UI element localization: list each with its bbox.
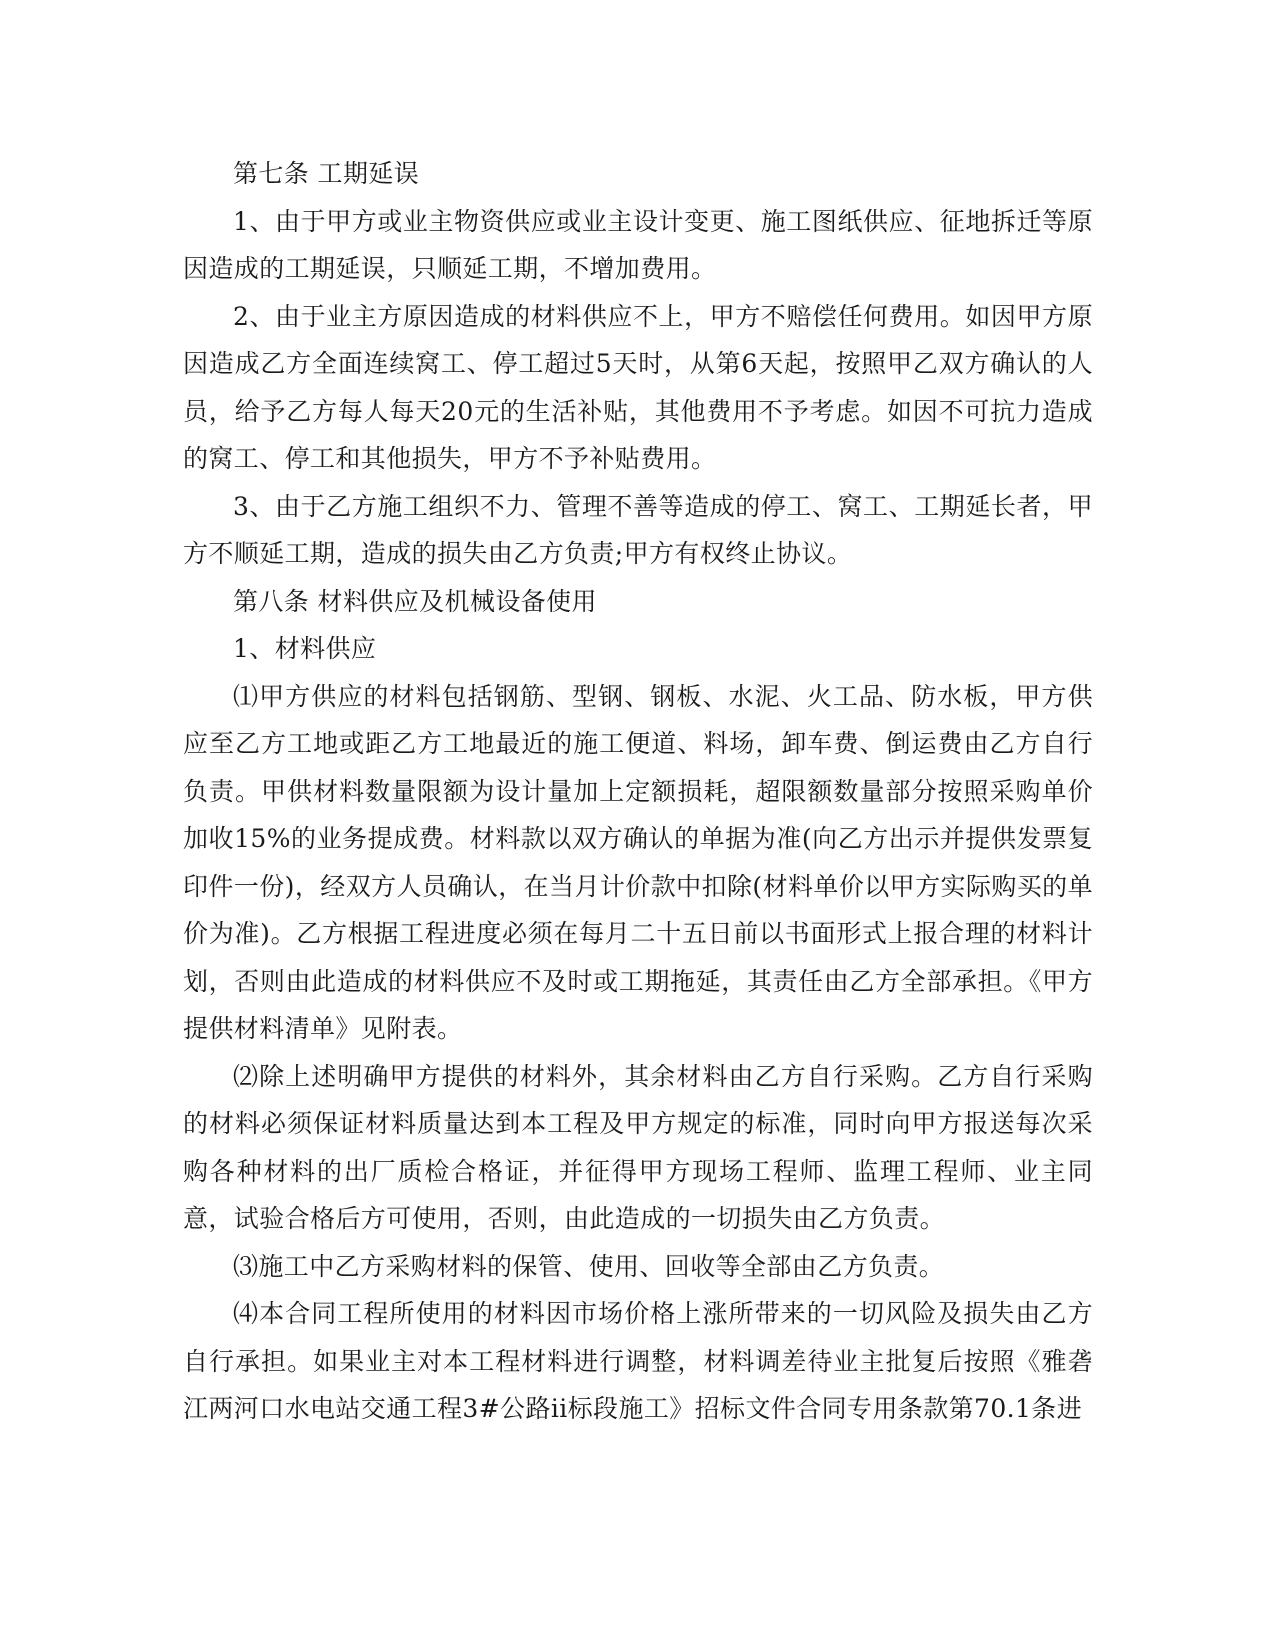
article-8-item-3: ⑶施工中乙方采购材料的保管、使用、回收等全部由乙方负责。 bbox=[233, 1251, 945, 1281]
article-8-item-1: ⑴甲方供应的材料包括钢筋、型钢、钢板、水泥、火工品、防水板，甲方供应至乙方工地或距乙方工地最近的施工便道、料场，卸车费、倒运费由乙方自行负责。甲供材料数量限额为设计量加上定额损耗，超限额数量部分按照采购单价加收15%的业务提成费。材料款以双方确认的单据为准(向乙方出示并提供发票复印件一份)，经双方人员确认，在当月计价款中扣除(材料单价以甲方实际购买的单价为准)。乙方根据工程进度必须在每月二十五日前以书面形式上报合理的材料计划，否则由此造成的材料供应不及时或工期拖延，其责任由乙方全部承担。《甲方提供材料清单》见附表。 bbox=[183, 681, 1093, 1043]
article-8-item-2: ⑵除上述明确甲方提供的材料外，其余材料由乙方自行采购。乙方自行采购的材料必须保证材料质量达到本工程及甲方规定的标准，同时向甲方报送每次采购各种材料的出厂质检合格证，并征得甲方现场工程师、监理工程师、业主同意，试验合格后方可使用，否则，由此造成的一切损失由乙方负责。 bbox=[183, 1061, 1093, 1233]
article-7-clause-1: 1、由于甲方或业主物资供应或业主设计变更、施工图纸供应、征地拆迁等原因造成的工期延误，只顺延工期，不增加费用。 bbox=[183, 206, 1093, 283]
article-7-clause-2: 2、由于业主方原因造成的材料供应不上，甲方不赔偿任何费用。如因甲方原因造成乙方全面连续窝工、停工超过5天时，从第6天起，按照甲乙双方确认的人员，给予乙方每人每天20元的生活补贴，其他费用不予考虑。如因不可抗力造成的窝工、停工和其他损失，甲方不予补贴费用。 bbox=[183, 301, 1093, 473]
article-8-section-1-heading: 1、材料供应 bbox=[233, 634, 377, 663]
article-8-heading: 第八条 材料供应及机械设备使用 bbox=[233, 586, 597, 616]
document-body bbox=[183, 150, 1093, 1433]
article-8-item-4: ⑷本合同工程所使用的材料因市场价格上涨所带来的一切风险及损失由乙方自行承担。如果业主对本工程材料进行调整，材料调差待业主批复后按照《雅砻江两河口水电站交通工程3#公路ii标段施工》招标文件合同专用条款第70.1条进 bbox=[183, 1299, 1093, 1423]
article-7-heading: 第七条 工期延误 bbox=[233, 159, 420, 188]
article-7-clause-3: 3、由于乙方施工组织不力、管理不善等造成的停工、窝工、工期延长者，甲方不顺延工期，造成的损失由乙方负责;甲方有权终止协议。 bbox=[183, 491, 1093, 568]
